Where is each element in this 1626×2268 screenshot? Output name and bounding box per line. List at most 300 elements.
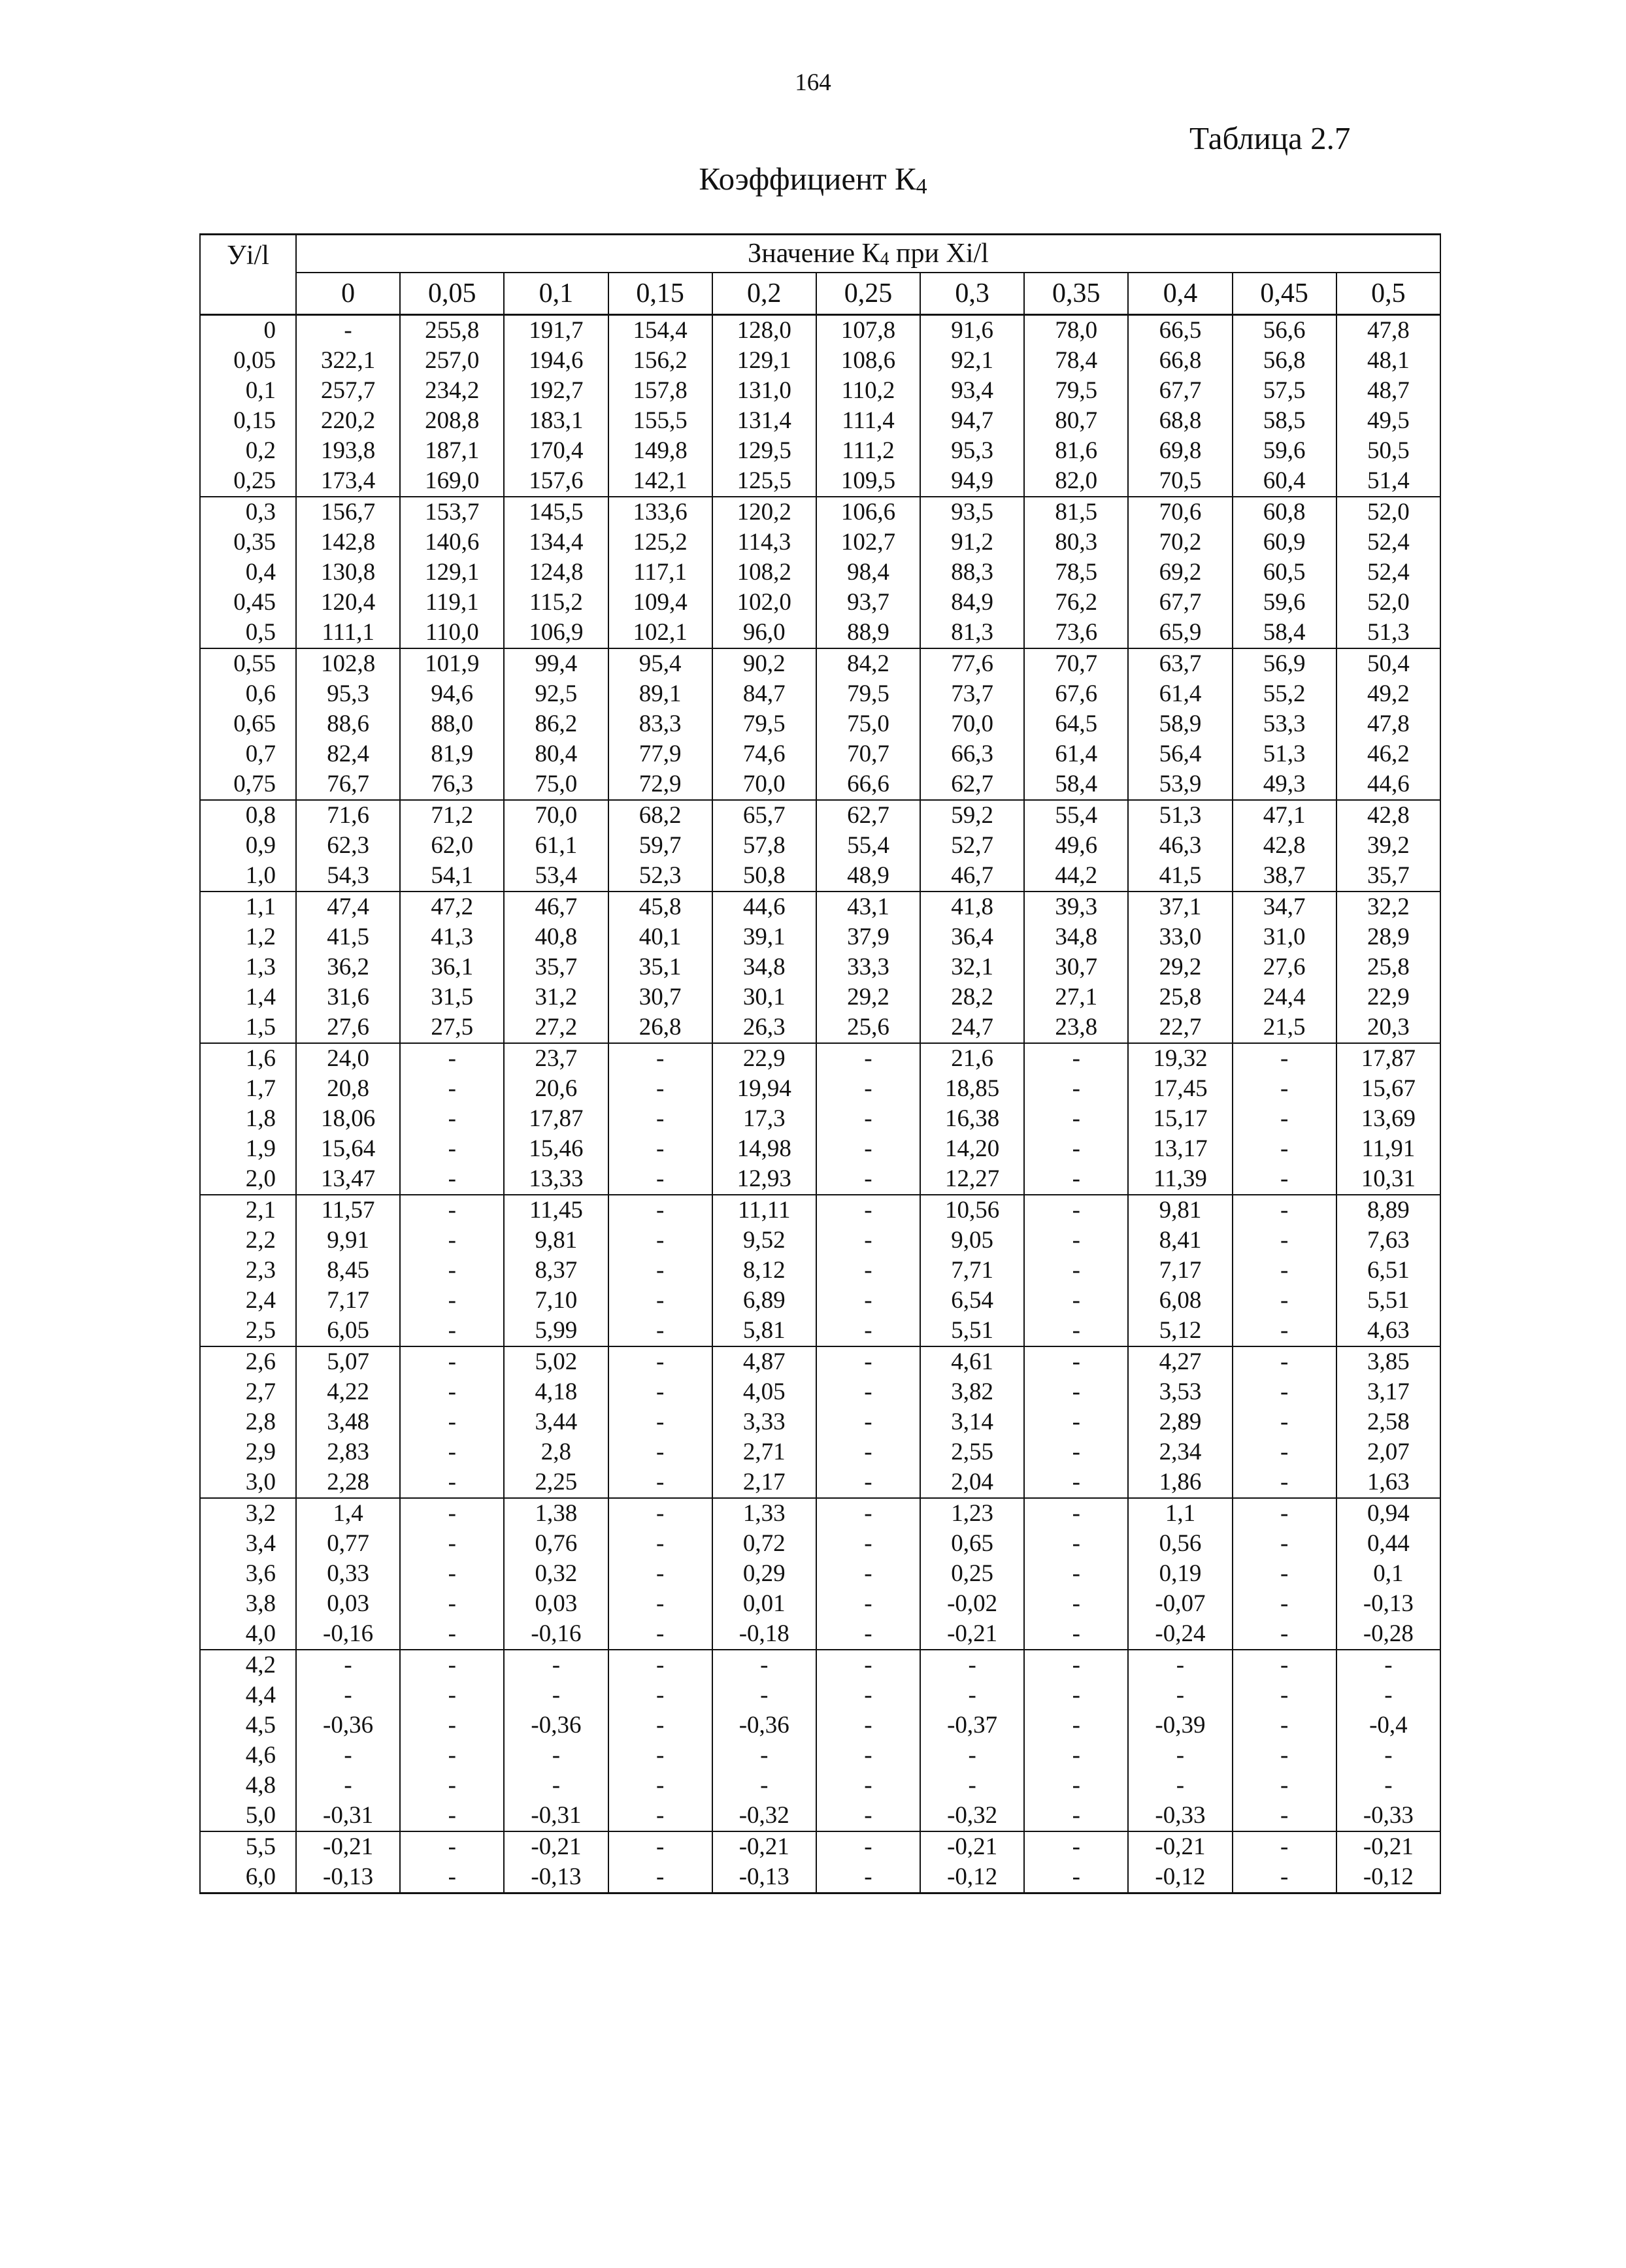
table-cell: 15,46 xyxy=(504,1134,608,1164)
table-cell: - xyxy=(1233,1407,1336,1437)
table-cell: 93,5 xyxy=(920,497,1024,527)
table-cell: 11,11 xyxy=(712,1195,816,1226)
table-cell: 1,38 xyxy=(504,1498,608,1529)
table-cell: -0,13 xyxy=(1336,1589,1440,1619)
table-cell: 69,2 xyxy=(1128,558,1232,588)
table-row xyxy=(200,376,1440,406)
table-cell: 17,87 xyxy=(1336,1043,1440,1074)
row-label: 0,45 xyxy=(200,588,296,618)
table-cell: - xyxy=(1233,1801,1336,1831)
table-cell: - xyxy=(816,1437,920,1467)
table-cell: 17,45 xyxy=(1128,1074,1232,1104)
column-header: 0,2 xyxy=(712,273,816,315)
table-cell: -0,21 xyxy=(712,1831,816,1862)
table-cell: - xyxy=(1233,1498,1336,1529)
table-cell: 8,41 xyxy=(1128,1226,1232,1256)
row-label: 4,4 xyxy=(200,1680,296,1710)
table-cell: 48,9 xyxy=(816,861,920,892)
table-cell: 73,6 xyxy=(1024,618,1128,648)
table-cell: 47,4 xyxy=(296,892,400,922)
table-cell: 11,45 xyxy=(504,1195,608,1226)
table-row xyxy=(200,1559,1440,1589)
table-cell: -0,16 xyxy=(504,1619,608,1650)
table-cell: 80,3 xyxy=(1024,527,1128,558)
table-cell: 67,7 xyxy=(1128,588,1232,618)
table-cell: 110,0 xyxy=(400,618,504,648)
table-cell: - xyxy=(1024,1195,1128,1226)
table-cell: 7,71 xyxy=(920,1256,1024,1286)
row-label: 2,5 xyxy=(200,1316,296,1346)
table-cell: - xyxy=(1024,1407,1128,1437)
table-cell: 49,5 xyxy=(1336,406,1440,436)
table-cell: 11,91 xyxy=(1336,1134,1440,1164)
table-row xyxy=(200,1771,1440,1801)
table-cell: - xyxy=(400,1195,504,1226)
table-cell: 41,5 xyxy=(1128,861,1232,892)
table-cell: 8,12 xyxy=(712,1256,816,1286)
table-cell: - xyxy=(1024,1831,1128,1862)
table-cell: 129,1 xyxy=(400,558,504,588)
table-cell: 15,67 xyxy=(1336,1074,1440,1104)
table-cell: 79,5 xyxy=(816,679,920,709)
row-label: 4,5 xyxy=(200,1710,296,1741)
table-cell: 9,81 xyxy=(504,1226,608,1256)
table-cell: 62,3 xyxy=(296,831,400,861)
table-cell: - xyxy=(1233,1256,1336,1286)
table-cell: 70,6 xyxy=(1128,497,1232,527)
table-cell: 26,8 xyxy=(608,1012,712,1043)
table-cell: 5,12 xyxy=(1128,1316,1232,1346)
table-cell: 0,25 xyxy=(920,1559,1024,1589)
table-cell: - xyxy=(1336,1680,1440,1710)
table-cell: 52,7 xyxy=(920,831,1024,861)
table-cell: - xyxy=(816,1801,920,1831)
table-cell: 191,7 xyxy=(504,315,608,346)
table-cell: - xyxy=(1233,1226,1336,1256)
table-cell: 9,52 xyxy=(712,1226,816,1256)
table-cell: - xyxy=(816,1226,920,1256)
row-label: 0,75 xyxy=(200,769,296,800)
table-cell: 37,9 xyxy=(816,922,920,952)
table-cell: 32,1 xyxy=(920,952,1024,982)
table-cell: 40,1 xyxy=(608,922,712,952)
table-cell: 27,5 xyxy=(400,1012,504,1043)
table-cell: 109,5 xyxy=(816,466,920,497)
table-row xyxy=(200,1316,1440,1346)
table-cell: -0,21 xyxy=(1128,1831,1232,1862)
table-cell: 7,17 xyxy=(296,1286,400,1316)
table-cell: 95,3 xyxy=(296,679,400,709)
table-cell: -0,21 xyxy=(1336,1831,1440,1862)
table-cell: - xyxy=(400,1529,504,1559)
table-cell: 2,34 xyxy=(1128,1437,1232,1467)
table-cell: - xyxy=(400,1771,504,1801)
table-cell: - xyxy=(608,1467,712,1498)
row-label: 0,7 xyxy=(200,739,296,769)
table-cell: 0,76 xyxy=(504,1529,608,1559)
table-cell: 128,0 xyxy=(712,315,816,346)
table-cell: 60,8 xyxy=(1233,497,1336,527)
table-cell: - xyxy=(1233,1680,1336,1710)
table-cell: - xyxy=(816,1316,920,1346)
table-cell: 82,0 xyxy=(1024,466,1128,497)
table-cell: 66,5 xyxy=(1128,315,1232,346)
table-cell: -0,33 xyxy=(1336,1801,1440,1831)
table-row xyxy=(200,1467,1440,1498)
table-cell: 31,6 xyxy=(296,982,400,1012)
table-cell: 173,4 xyxy=(296,466,400,497)
table-cell: 71,2 xyxy=(400,800,504,831)
row-label: 0,9 xyxy=(200,831,296,861)
table-cell: 193,8 xyxy=(296,436,400,466)
table-cell: - xyxy=(1233,1650,1336,1680)
table-cell: 34,8 xyxy=(1024,922,1128,952)
table-row xyxy=(200,1801,1440,1831)
table-cell: 94,6 xyxy=(400,679,504,709)
table-cell: - xyxy=(1233,1831,1336,1862)
table-cell: - xyxy=(816,1104,920,1134)
table-cell: 25,6 xyxy=(816,1012,920,1043)
table-cell: -0,21 xyxy=(920,1619,1024,1650)
table-cell: 2,89 xyxy=(1128,1407,1232,1437)
table-cell: 59,2 xyxy=(920,800,1024,831)
table-cell: - xyxy=(1233,1074,1336,1104)
table-cell: 35,7 xyxy=(1336,861,1440,892)
table-cell: 95,3 xyxy=(920,436,1024,466)
table-cell: 61,4 xyxy=(1024,739,1128,769)
table-cell: 68,8 xyxy=(1128,406,1232,436)
table-cell: 56,9 xyxy=(1233,648,1336,679)
row-label: 2,1 xyxy=(200,1195,296,1226)
row-label: 3,4 xyxy=(200,1529,296,1559)
table-cell: - xyxy=(296,1771,400,1801)
table-cell: - xyxy=(400,1710,504,1741)
table-cell: -0,33 xyxy=(1128,1801,1232,1831)
table-cell: 2,17 xyxy=(712,1467,816,1498)
table-cell: 114,3 xyxy=(712,527,816,558)
table-cell: 51,3 xyxy=(1233,739,1336,769)
row-label: 0,1 xyxy=(200,376,296,406)
table-cell: 142,1 xyxy=(608,466,712,497)
table-cell: 36,2 xyxy=(296,952,400,982)
table-cell: 257,0 xyxy=(400,346,504,376)
table-cell: 9,81 xyxy=(1128,1195,1232,1226)
table-cell: - xyxy=(1024,1619,1128,1650)
table-row xyxy=(200,1407,1440,1437)
row-label: 0,2 xyxy=(200,436,296,466)
table-cell: 42,8 xyxy=(1336,800,1440,831)
table-cell: 77,9 xyxy=(608,739,712,769)
table-cell: - xyxy=(400,1407,504,1437)
table-cell: 0,29 xyxy=(712,1559,816,1589)
table-cell: - xyxy=(608,1226,712,1256)
row-label: 0,15 xyxy=(200,406,296,436)
table-cell: - xyxy=(920,1650,1024,1680)
row-label: 2,4 xyxy=(200,1286,296,1316)
table-row xyxy=(200,861,1440,892)
table-cell: 42,8 xyxy=(1233,831,1336,861)
table-cell: 3,17 xyxy=(1336,1377,1440,1407)
table-row xyxy=(200,497,1440,527)
table-cell: 3,53 xyxy=(1128,1377,1232,1407)
table-cell: 131,4 xyxy=(712,406,816,436)
table-cell: - xyxy=(608,1407,712,1437)
table-cell: - xyxy=(1024,1710,1128,1741)
row-label: 0,25 xyxy=(200,466,296,497)
table-cell: 0,32 xyxy=(504,1559,608,1589)
table-cell: 27,6 xyxy=(296,1012,400,1043)
table-cell: - xyxy=(1233,1346,1336,1377)
table-cell: 18,06 xyxy=(296,1104,400,1134)
table-cell: - xyxy=(1233,1771,1336,1801)
table-cell: 46,3 xyxy=(1128,831,1232,861)
table-cell: 11,57 xyxy=(296,1195,400,1226)
table-cell: 23,7 xyxy=(504,1043,608,1074)
table-cell: 70,0 xyxy=(504,800,608,831)
table-cell: 30,7 xyxy=(1024,952,1128,982)
row-label: 1,8 xyxy=(200,1104,296,1134)
table-cell: 72,9 xyxy=(608,769,712,800)
table-cell: - xyxy=(1024,1104,1128,1134)
table-cell: -0,32 xyxy=(920,1801,1024,1831)
table-cell: 62,7 xyxy=(816,800,920,831)
table-cell: - xyxy=(608,1043,712,1074)
table-cell: 48,1 xyxy=(1336,346,1440,376)
table-row xyxy=(200,1104,1440,1134)
table-cell: - xyxy=(400,1043,504,1074)
table-cell: - xyxy=(1233,1559,1336,1589)
column-header: 0,25 xyxy=(816,273,920,315)
table-cell: 6,89 xyxy=(712,1286,816,1316)
table-cell: 0,33 xyxy=(296,1559,400,1589)
table-cell: 124,8 xyxy=(504,558,608,588)
table-cell: 69,8 xyxy=(1128,436,1232,466)
table-cell: - xyxy=(816,1286,920,1316)
table-cell: 106,6 xyxy=(816,497,920,527)
table-cell: 5,07 xyxy=(296,1346,400,1377)
table-cell: 8,45 xyxy=(296,1256,400,1286)
table-cell: - xyxy=(608,1316,712,1346)
table-cell: 84,2 xyxy=(816,648,920,679)
table-cell: 142,8 xyxy=(296,527,400,558)
column-header: 0,35 xyxy=(1024,273,1128,315)
table-cell: 322,1 xyxy=(296,346,400,376)
table-cell: 76,2 xyxy=(1024,588,1128,618)
table-cell: - xyxy=(1233,1164,1336,1195)
table-cell: 2,07 xyxy=(1336,1437,1440,1467)
table-cell: 183,1 xyxy=(504,406,608,436)
table-cell: 15,17 xyxy=(1128,1104,1232,1134)
table-cell: 0,77 xyxy=(296,1529,400,1559)
table-cell: 0,44 xyxy=(1336,1529,1440,1559)
table-cell: 91,6 xyxy=(920,315,1024,346)
row-label: 2,3 xyxy=(200,1256,296,1286)
table-cell: 4,27 xyxy=(1128,1346,1232,1377)
column-header: 0,45 xyxy=(1233,273,1336,315)
table-cell: 0,01 xyxy=(712,1589,816,1619)
table-cell: - xyxy=(1336,1741,1440,1771)
table-cell: 66,8 xyxy=(1128,346,1232,376)
table-cell: 10,31 xyxy=(1336,1164,1440,1195)
table-cell: 22,9 xyxy=(1336,982,1440,1012)
table-cell: 13,69 xyxy=(1336,1104,1440,1134)
column-header: 0,3 xyxy=(920,273,1024,315)
table-cell: 20,3 xyxy=(1336,1012,1440,1043)
table-cell: -0,32 xyxy=(712,1801,816,1831)
table-cell: -0,37 xyxy=(920,1710,1024,1741)
table-cell: 59,6 xyxy=(1233,436,1336,466)
table-cell: 156,2 xyxy=(608,346,712,376)
table-row xyxy=(200,1862,1440,1893)
table-row xyxy=(200,922,1440,952)
table-cell: 194,6 xyxy=(504,346,608,376)
row-label: 3,6 xyxy=(200,1559,296,1589)
corner-header: Уi/l xyxy=(200,235,296,315)
table-cell: 47,8 xyxy=(1336,709,1440,739)
table-cell: - xyxy=(1233,1619,1336,1650)
table-cell: -0,39 xyxy=(1128,1710,1232,1741)
table-cell: 89,1 xyxy=(608,679,712,709)
table-cell: - xyxy=(296,315,400,346)
table-cell: - xyxy=(1024,1074,1128,1104)
table-cell: - xyxy=(296,1741,400,1771)
table-cell: 71,6 xyxy=(296,800,400,831)
table-cell: 14,98 xyxy=(712,1134,816,1164)
table-cell: - xyxy=(400,1831,504,1862)
table-cell: 24,0 xyxy=(296,1043,400,1074)
table-cell: 60,9 xyxy=(1233,527,1336,558)
table-cell: 73,7 xyxy=(920,679,1024,709)
row-label: 5,5 xyxy=(200,1831,296,1862)
table-cell: 15,64 xyxy=(296,1134,400,1164)
table-cell: 32,2 xyxy=(1336,892,1440,922)
table-cell: - xyxy=(1024,1256,1128,1286)
table-row xyxy=(200,800,1440,831)
table-cell: - xyxy=(1024,1286,1128,1316)
table-cell: 27,6 xyxy=(1233,952,1336,982)
table-cell: - xyxy=(712,1680,816,1710)
table-cell: 51,4 xyxy=(1336,466,1440,497)
table-cell: 65,7 xyxy=(712,800,816,831)
table-cell: 44,6 xyxy=(712,892,816,922)
table-cell: 9,91 xyxy=(296,1226,400,1256)
table-cell: - xyxy=(400,1377,504,1407)
table-cell: - xyxy=(400,1559,504,1589)
table-cell: 22,9 xyxy=(712,1043,816,1074)
table-cell: - xyxy=(400,1134,504,1164)
page-number: 164 xyxy=(795,69,831,96)
table-cell: 90,2 xyxy=(712,648,816,679)
table-cell: 111,1 xyxy=(296,618,400,648)
table-cell: - xyxy=(608,1862,712,1893)
table-cell: 81,6 xyxy=(1024,436,1128,466)
table-cell: 95,4 xyxy=(608,648,712,679)
table-cell: - xyxy=(608,1164,712,1195)
table-cell: 54,3 xyxy=(296,861,400,892)
table-cell: - xyxy=(296,1650,400,1680)
table-row xyxy=(200,1619,1440,1650)
table-cell: 66,6 xyxy=(816,769,920,800)
table-cell: - xyxy=(816,1407,920,1437)
table-cell: 74,6 xyxy=(712,739,816,769)
table-row xyxy=(200,1498,1440,1529)
table-cell: 6,51 xyxy=(1336,1256,1440,1286)
table-cell: - xyxy=(1233,1104,1336,1134)
table-cell: 130,8 xyxy=(296,558,400,588)
table-cell: 257,7 xyxy=(296,376,400,406)
table-cell: 34,8 xyxy=(712,952,816,982)
table-cell: 1,33 xyxy=(712,1498,816,1529)
table-cell: 21,6 xyxy=(920,1043,1024,1074)
table-cell: - xyxy=(712,1771,816,1801)
table-cell: 3,44 xyxy=(504,1407,608,1437)
table-cell: 58,5 xyxy=(1233,406,1336,436)
table-cell: 4,63 xyxy=(1336,1316,1440,1346)
table-cell: 19,32 xyxy=(1128,1043,1232,1074)
table-cell: - xyxy=(816,1771,920,1801)
table-cell: 13,33 xyxy=(504,1164,608,1195)
table-cell: 88,6 xyxy=(296,709,400,739)
table-cell: - xyxy=(608,1195,712,1226)
row-label: 4,8 xyxy=(200,1771,296,1801)
table-cell: 25,8 xyxy=(1128,982,1232,1012)
table-cell: 55,2 xyxy=(1233,679,1336,709)
table-cell: - xyxy=(1233,1316,1336,1346)
table-cell: 107,8 xyxy=(816,315,920,346)
table-cell: 0,1 xyxy=(1336,1559,1440,1589)
table-cell: - xyxy=(1024,1498,1128,1529)
table-cell: 62,0 xyxy=(400,831,504,861)
table-cell: 99,4 xyxy=(504,648,608,679)
table-cell: 2,8 xyxy=(504,1437,608,1467)
table-cell: 220,2 xyxy=(296,406,400,436)
table-cell: 157,6 xyxy=(504,466,608,497)
table-cell: 56,8 xyxy=(1233,346,1336,376)
table-cell: 51,3 xyxy=(1336,618,1440,648)
table-cell: - xyxy=(608,1650,712,1680)
table-cell: - xyxy=(1336,1771,1440,1801)
table-cell: 57,5 xyxy=(1233,376,1336,406)
table-cell: 35,7 xyxy=(504,952,608,982)
table-cell: -0,28 xyxy=(1336,1619,1440,1650)
table-cell: 47,1 xyxy=(1233,800,1336,831)
table-cell: 52,4 xyxy=(1336,527,1440,558)
table-cell: - xyxy=(400,1680,504,1710)
table-cell: 1,4 xyxy=(296,1498,400,1529)
table-cell: -0,18 xyxy=(712,1619,816,1650)
table-cell: 60,5 xyxy=(1233,558,1336,588)
table-row xyxy=(200,1074,1440,1104)
table-row xyxy=(200,1437,1440,1467)
row-label: 3,0 xyxy=(200,1467,296,1498)
table-cell: - xyxy=(816,1256,920,1286)
table-row xyxy=(200,1589,1440,1619)
table-cell: 30,7 xyxy=(608,982,712,1012)
table-cell: - xyxy=(400,1316,504,1346)
table-cell: 2,58 xyxy=(1336,1407,1440,1437)
table-cell: - xyxy=(816,1710,920,1741)
table-cell: - xyxy=(504,1741,608,1771)
table-cell: -0,12 xyxy=(920,1862,1024,1893)
row-label: 6,0 xyxy=(200,1862,296,1893)
table-cell: - xyxy=(816,1467,920,1498)
table-cell: 77,6 xyxy=(920,648,1024,679)
table-cell: 53,9 xyxy=(1128,769,1232,800)
table-cell: 0,03 xyxy=(504,1589,608,1619)
table-cell: 76,7 xyxy=(296,769,400,800)
row-label: 0,3 xyxy=(200,497,296,527)
table-cell: 78,0 xyxy=(1024,315,1128,346)
